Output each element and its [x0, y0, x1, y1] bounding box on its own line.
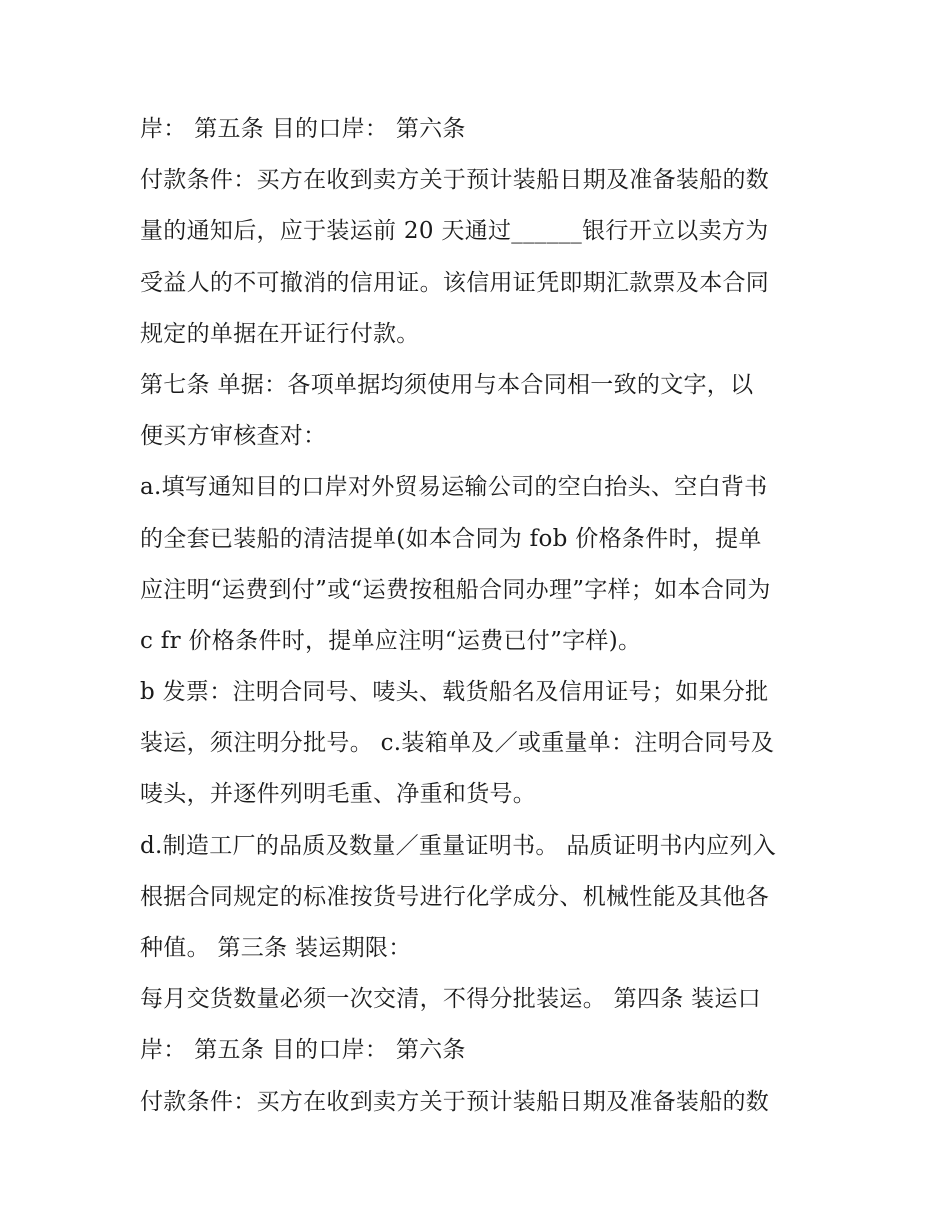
- text-line: 第七条 单据：各项单据均须使用与本合同相一致的文字，以: [140, 371, 754, 398]
- text-line: 唛头，并逐件列明毛重、净重和货号。: [140, 781, 537, 808]
- text-line: 规定的单据在开证行付款。: [140, 320, 420, 347]
- text-line: 付款条件：买方在收到卖方关于预计装船日期及准备装船的数: [140, 1088, 770, 1115]
- text-line: a.填写通知目的口岸对外贸易运输公司的空白抬头、空白背书: [140, 474, 768, 501]
- text-line: 便买方审核查对：: [140, 423, 327, 450]
- text-line: 根据合同规定的标准按货号进行化学成分、机械性能及其他各: [140, 883, 770, 910]
- contract-text: [140, 104, 820, 1128]
- text-line: 岸： 第五条 目的口岸： 第六条: [140, 116, 466, 142]
- text-line: 种值。 第三条 装运期限：: [140, 935, 412, 961]
- text-line: b 发票：注明合同号、唛头、载货船名及信用证号；如果分批: [140, 679, 769, 706]
- text-line: 量的通知后，应于装运前 20 天通过______银行开立以卖方为: [140, 218, 769, 245]
- text-line: 付款条件：买方在收到卖方关于预计装船日期及准备装船的数: [140, 167, 770, 194]
- text-line: 每月交货数量必须一次交清，不得分批装运。 第四条 装运口: [140, 986, 762, 1013]
- text-line: 受益人的不可撤消的信用证。该信用证凭即期汇款票及本合同: [140, 269, 770, 296]
- text-line: 应注明“运费到付”或“运费按租船合同办理”字样；如本合同为: [140, 576, 771, 603]
- text-line: c fr 价格条件时，提单应注明“运费已付”字样)。: [140, 627, 642, 654]
- text-line: d.制造工厂的品质及数量／重量证明书。 品质证明书内应列入: [140, 832, 777, 859]
- text-line: 岸： 第五条 目的口岸： 第六条: [140, 1037, 466, 1064]
- text-line: 装运，须注明分批号。 c.装箱单及／或重量单：注明合同号及: [140, 730, 775, 757]
- text-line: 的全套已装船的清洁提单(如本合同为 fob 价格条件时，提单: [140, 525, 762, 552]
